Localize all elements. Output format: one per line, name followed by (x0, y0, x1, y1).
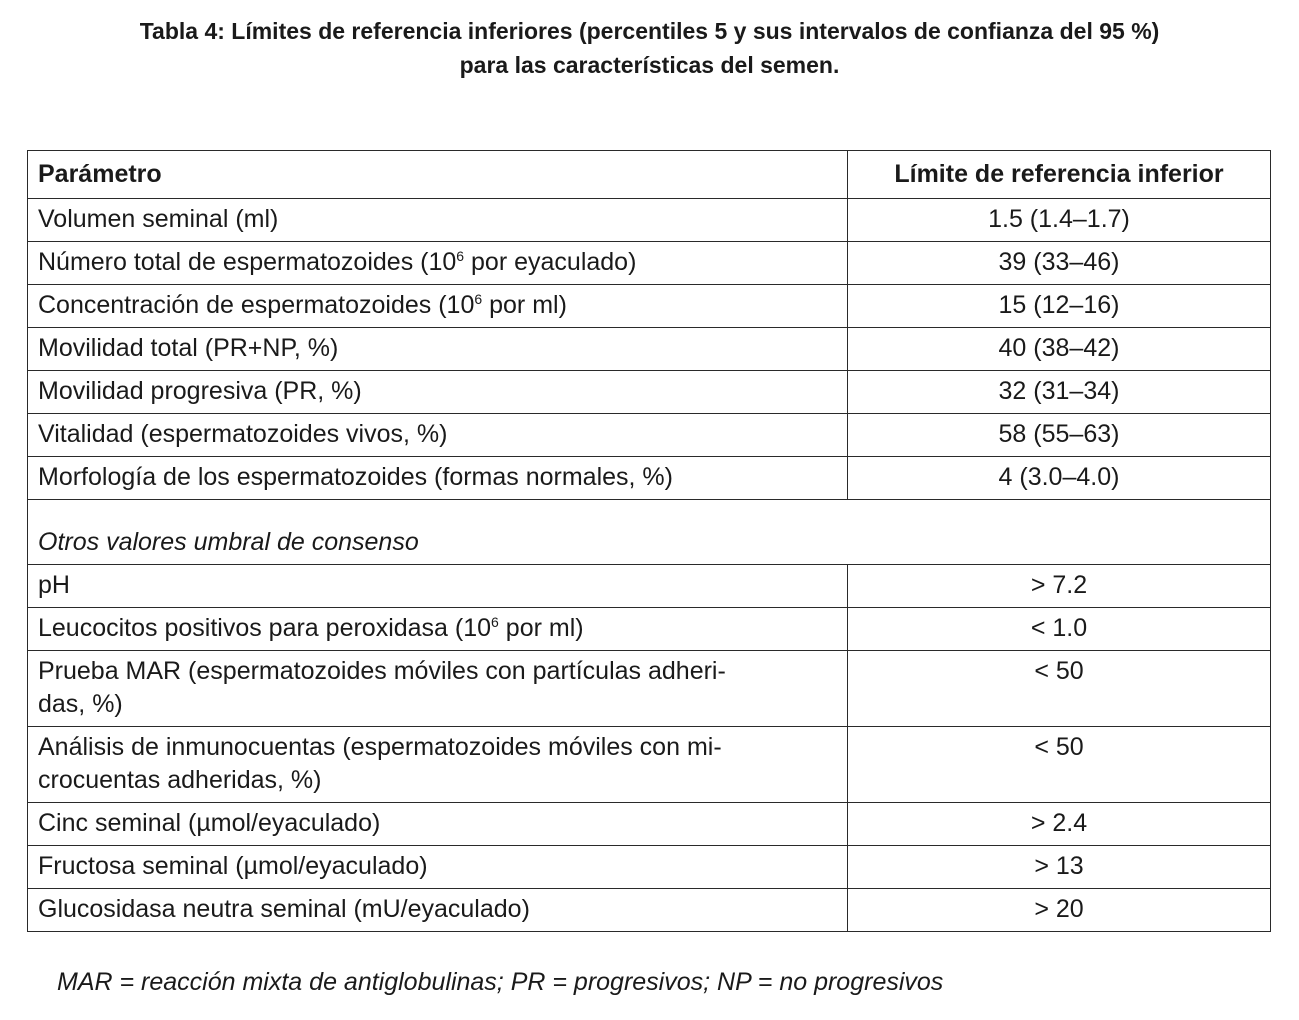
section-row (28, 500, 1271, 565)
row-parameter: Cinc seminal (µmol/eyaculado) (28, 803, 848, 846)
table-row (28, 199, 1271, 242)
table-row (28, 371, 1271, 414)
table-row (28, 457, 1271, 500)
row-parameter: Glucosidasa neutra seminal (mU/eyaculado) (28, 889, 848, 932)
row-parameter: Concentración de espermatozoides ($10^6$ por ml) (28, 285, 848, 328)
table-title-line-1: Tabla 4: Límites de referencia inferiores (percentiles 5 y sus intervalos de confianza del 95 %) (139, 18, 1160, 44)
row-value: < 50 (848, 651, 1271, 727)
footnote: MAR = reacción mixta de antiglobulinas; PR = progresivos; NP = no progresivos (57, 968, 944, 996)
row-value: > 2.4 (848, 803, 1271, 846)
header-parameter: Parámetro (28, 151, 848, 199)
row-parameter: Movilidad total (PR+NP, %) (28, 328, 848, 371)
row-parameter: Movilidad progresiva (PR, %) (28, 371, 848, 414)
row-value: > 13 (848, 846, 1271, 889)
row-value: 39 (33–46) (848, 242, 1271, 285)
row-value: < 50 (848, 727, 1271, 803)
row-parameter: Fructosa seminal (µmol/eyaculado) (28, 846, 848, 889)
table-title (0, 14, 1299, 82)
table-row (28, 727, 1271, 803)
row-value: 15 (12–16) (848, 285, 1271, 328)
row-parameter: Prueba MAR (espermatozoides móviles con partículas adheri- das, %) (28, 651, 848, 727)
reference-limits-table (27, 150, 1271, 932)
table-row (28, 285, 1271, 328)
row-value: < 1.0 (848, 608, 1271, 651)
row-parameter: Análisis de inmunocuentas (espermatozoides móviles con mi- crocuentas adheridas, %) (28, 727, 848, 803)
table-row (28, 803, 1271, 846)
table-row (28, 328, 1271, 371)
table-row (28, 651, 1271, 727)
table-row (28, 565, 1271, 608)
row-value: > 7.2 (848, 565, 1271, 608)
row-value: 58 (55–63) (848, 414, 1271, 457)
table-row (28, 242, 1271, 285)
row-parameter: Número total de espermatozoides ($10^6$ por eyaculado) (28, 242, 848, 285)
row-parameter: Volumen seminal (ml) (28, 199, 848, 242)
row-parameter: Morfología de los espermatozoides (formas normales, %) (28, 457, 848, 500)
row-parameter: Vitalidad (espermatozoides vivos, %) (28, 414, 848, 457)
row-value: 1.5 (1.4–1.7) (848, 199, 1271, 242)
row-value: > 20 (848, 889, 1271, 932)
row-value: 32 (31–34) (848, 371, 1271, 414)
row-value: 40 (38–42) (848, 328, 1271, 371)
header-lower-limit: Límite de referencia inferior (848, 151, 1271, 199)
row-parameter: Leucocitos positivos para peroxidasa ($10^6$ por ml) (28, 608, 848, 651)
row-value: 4 (3.0–4.0) (848, 457, 1271, 500)
table-row (28, 608, 1271, 651)
section-label: Otros valores umbral de consenso (28, 500, 1271, 565)
table-row (28, 414, 1271, 457)
table-row (28, 889, 1271, 932)
row-parameter: pH (28, 565, 848, 608)
table-row (28, 846, 1271, 889)
header-row (28, 151, 1271, 199)
table-title-line-2: para las características del semen. (459, 52, 840, 78)
